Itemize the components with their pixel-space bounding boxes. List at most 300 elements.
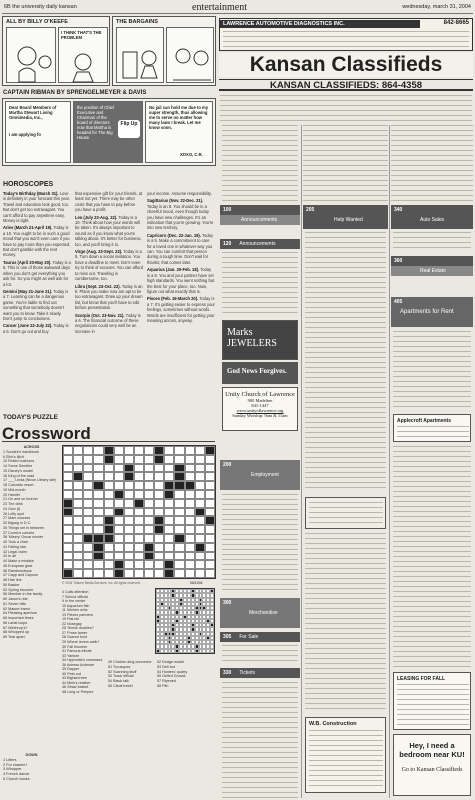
grid-cell — [63, 481, 73, 490]
kansan-classifieds-phone: KANSAN CLASSIFIEDS: 864-4358 — [219, 79, 473, 91]
horoscope-entry — [147, 198, 215, 230]
grid-cell — [144, 472, 154, 481]
leasing-title: LEASING FOR FALL — [397, 676, 446, 682]
grid-cell — [134, 490, 144, 499]
grid-cell — [104, 560, 114, 569]
grid-cell — [195, 481, 205, 490]
grid-cell — [114, 552, 124, 561]
section-200-employment[interactable]: 200 Employment — [220, 460, 300, 490]
grid-cell — [174, 560, 184, 569]
grid-cell — [114, 569, 124, 578]
grid-cell — [73, 455, 83, 464]
real-estate-label: Real Estate — [391, 266, 473, 276]
crossword-clue: 40 Peel-out — [62, 671, 81, 676]
horoscope-sign: Sagittarius (Nov. 22-Dec. 21). — [147, 198, 204, 204]
grid-cell — [83, 569, 93, 578]
grid-cell — [154, 525, 164, 534]
crossword-clue: 9 In the center — [62, 599, 86, 604]
grid-cell — [154, 455, 164, 464]
crossword-clue: 52 Dodge model — [157, 660, 185, 664]
horoscope-entry — [147, 233, 215, 265]
horoscope-entry — [3, 225, 71, 257]
crossword-clue: 60 Jason's ride — [3, 597, 28, 601]
grid-cell — [93, 525, 103, 534]
comic-panel — [5, 101, 71, 163]
crossword-clue: 38 'Misery' Oscar winner — [3, 535, 44, 540]
crossword-grid[interactable] — [62, 445, 216, 579]
grid-cell — [205, 569, 215, 578]
grid-cell — [114, 560, 124, 569]
horoscope-sign: Pisces (Feb. 19-March 20). — [147, 296, 200, 302]
crossword-clue: 24 Own (t) — [3, 506, 21, 511]
grid-cell — [195, 525, 205, 534]
classifieds-info-col — [222, 125, 298, 201]
crossword-clue: 23 The clink — [3, 502, 23, 506]
grid-cell — [154, 543, 164, 552]
horoscope-text: Today is a 5. Make a commitment to care for a loved one in whatever way you can. You can comfort that person during a tough time. Don't wait for thanks; that comes later. — [147, 232, 213, 265]
horoscope-column-3 — [147, 191, 215, 325]
crossword-clue: 55 Gelled Grossk — [157, 674, 186, 679]
grid-cell — [73, 490, 83, 499]
grid-cell — [134, 472, 144, 481]
section-120-announcements[interactable]: 120 Announcements — [220, 239, 300, 249]
comic-letter-text: the position of Chief Executive and Chairman of the board of directors now that Martha is headed for The Big House. — [77, 105, 115, 140]
crossword-clue: 17 ___ Linda (Nixon Library site) — [3, 478, 57, 483]
grid-cell — [93, 446, 103, 455]
grid-cell — [144, 508, 154, 517]
bedroom-near-ku-ad[interactable] — [393, 734, 471, 796]
section-340-auto-sales[interactable]: 340 Auto Sales — [391, 205, 473, 229]
crossword-clue: 65 Important times — [3, 616, 34, 620]
horoscope-entry — [3, 289, 71, 321]
section-330-tickets[interactable]: 330 Tickets — [220, 668, 300, 678]
grid-cell — [73, 508, 83, 517]
horoscope-sign: Scorpio (Oct. 23-Nov. 21). — [75, 312, 126, 318]
grid-cell — [124, 534, 134, 543]
crossword-clue: 6 Eliot's illicit — [3, 454, 24, 459]
grid-cell — [174, 543, 184, 552]
grid-cell — [93, 455, 103, 464]
crossword-clue: 50 Basker — [3, 582, 20, 587]
crossword-clue: 64 Pleasing aperture — [3, 611, 38, 616]
grid-cell — [114, 455, 124, 464]
grid-cell — [124, 499, 134, 508]
grid-cell — [73, 481, 83, 490]
grid-cell — [164, 508, 174, 517]
comic-letter-text-2: I am applying fo — [9, 132, 41, 137]
grid-cell — [174, 455, 184, 464]
grid-cell — [205, 516, 215, 525]
grid-cell — [114, 481, 124, 490]
grid-cell — [124, 543, 134, 552]
church-address: 900 Madeline — [247, 398, 273, 403]
church-url[interactable]: www.unityoflawrence.org — [236, 408, 284, 413]
grid-cell — [93, 560, 103, 569]
automotive-ad-phone: 842-8665 — [443, 20, 469, 26]
grid-cell — [134, 446, 144, 455]
grid-cell — [104, 543, 114, 552]
crossword-clue: 15 Disney's model — [3, 468, 34, 473]
horoscope-text: Love is definitely in your forecast this year. Travel and education look good, too. But don't get too extravagant. You can't afford to pay anywhere easy. Money is tight. — [3, 191, 70, 224]
grid-cell — [174, 525, 184, 534]
grid-cell — [185, 446, 195, 455]
section-405-apartments[interactable]: 405 Apartments for Rent — [391, 297, 473, 327]
grid-cell — [104, 455, 114, 464]
grid-cell — [114, 490, 124, 499]
grid-cell — [124, 490, 134, 499]
comic-panel — [73, 101, 143, 163]
comic-panel — [58, 27, 108, 83]
god-news-ad[interactable] — [222, 362, 298, 384]
horoscope-sign: Taurus (April 20-May 20). — [3, 259, 53, 265]
grid-cell — [83, 481, 93, 490]
grid-cell — [144, 455, 154, 464]
grid-cell — [93, 552, 103, 561]
comic-strip-2 — [112, 16, 216, 86]
grid-cell — [124, 464, 134, 473]
grid-cell — [174, 490, 184, 499]
grid-cell — [83, 534, 93, 543]
grid-cell — [195, 490, 205, 499]
grid-cell — [185, 455, 195, 464]
grid-cell — [63, 516, 73, 525]
grid-cell — [63, 455, 73, 464]
grid-cell — [63, 464, 73, 473]
comic-letter-text: No jail can hold me due to my super strength, thus allowing me to serve no matter how many laws I break. Let me know soon. — [149, 105, 209, 130]
crossword-clue: 54 Black talk — [108, 679, 129, 684]
grid-cell — [114, 499, 124, 508]
crossword-clue: 67 Winthrop's? — [3, 625, 28, 630]
grid-cell — [73, 543, 83, 552]
grid-cell — [83, 499, 93, 508]
grid-cell — [104, 499, 114, 508]
automotive-ad-body — [223, 31, 469, 49]
comic-signature: XOXO, C.R. — [180, 152, 203, 157]
auto-sales-text — [393, 232, 471, 252]
grid-cell — [93, 534, 103, 543]
horoscope-sign: Leo (July 23-Aug. 22). — [75, 214, 119, 220]
comic-speech-bubble: I THINK THAT'S THE PROBLEM — [61, 30, 102, 40]
comic-drawing-icon — [7, 28, 57, 84]
grid-cell — [205, 490, 215, 499]
crossword-clue: 21 On and on forever — [3, 497, 38, 502]
grid-cell — [83, 525, 93, 534]
down-clues — [3, 753, 60, 782]
grid-cell — [154, 464, 164, 473]
apartments-text — [393, 331, 471, 411]
crossword-clue: 53 Defi but — [157, 664, 175, 669]
horoscope-column-1 — [3, 191, 71, 336]
horoscope-entry — [3, 260, 71, 287]
grid-cell — [114, 508, 124, 517]
grid-cell — [154, 472, 164, 481]
crossword-clue: 58 Pith — [157, 683, 169, 688]
grid-cell — [134, 569, 144, 578]
grid-cell — [93, 464, 103, 473]
grid-cell — [83, 516, 93, 525]
automotive-ad[interactable] — [219, 18, 473, 51]
crossword-clue: 3 Whopper — [3, 767, 22, 772]
grid-cell — [174, 481, 184, 490]
grid-cell — [164, 569, 174, 578]
crossword-clue: 56 Member in the family — [3, 592, 43, 597]
grid-cell — [124, 552, 134, 561]
grid-cell — [63, 560, 73, 569]
crossword-clue: 51 Trousques — [108, 664, 131, 669]
grid-cell — [185, 560, 195, 569]
crossword-clue: 5 Church books — [3, 776, 30, 781]
crossword-clue: 13 Pieces partners — [62, 612, 93, 617]
crossword-clue: 43 In all — [3, 554, 16, 559]
grid-cell — [205, 472, 215, 481]
grid-cell — [83, 455, 93, 464]
across-clues-continued — [62, 590, 106, 695]
horoscope-text: Today is a 10. Think about how your words will be taken. It's always important to sound as if you know what you're talking about. It's better for business, too, and you'll bring it in. — [75, 214, 142, 247]
grid-cell — [154, 481, 164, 490]
grid-cell — [93, 490, 103, 499]
grid-cell — [205, 481, 215, 490]
comic-strip-2-title: THE BARGAINS — [116, 19, 158, 25]
classifieds-info-col — [303, 125, 388, 201]
grid-cell — [154, 560, 164, 569]
grid-cell — [104, 508, 114, 517]
comic-panel — [145, 101, 213, 163]
comic-strip-1 — [2, 16, 110, 86]
crossword-clue: 48 Hair line — [3, 578, 22, 582]
crossword-credit: © 2004 Tribune Media Services, Inc. All rights reserved. — [62, 581, 141, 585]
grid-cell — [83, 446, 93, 455]
grid-cell — [185, 516, 195, 525]
grid-cell — [154, 499, 164, 508]
crossword-clue: 22 Nosegay — [62, 621, 82, 626]
horoscope-sign: Today's Birthday (March 31). — [3, 191, 60, 196]
crossword-clue: 19 Mid-month — [3, 487, 26, 492]
grid-cell — [134, 464, 144, 473]
crossword-clue: 36 Actress Ardmore — [62, 662, 95, 667]
horoscope-entry — [147, 267, 215, 294]
column-divider — [389, 125, 390, 798]
grid-cell — [154, 490, 164, 499]
grid-cell — [185, 464, 195, 473]
grid-cell — [124, 455, 134, 464]
grid-cell — [144, 569, 154, 578]
help-wanted-ad-box[interactable] — [305, 497, 386, 529]
crossword-clue: 28 Scared food — [62, 635, 88, 640]
crossword-clue: 42 Legal claim — [3, 549, 27, 554]
crossword-clue: 32 Bigwig in D.C. — [3, 521, 32, 525]
horoscope-entry — [75, 313, 143, 335]
grid-cell — [144, 560, 154, 569]
grid-cell — [63, 446, 73, 455]
crossword-clue: 43 Bighted tree — [62, 676, 88, 681]
grid-cell — [114, 446, 124, 455]
grid-cell — [205, 552, 215, 561]
horoscope-entry — [75, 215, 143, 247]
grid-cell — [124, 569, 134, 578]
horoscope-entry — [75, 284, 143, 311]
crossword-clue: 40 Took a chair — [3, 540, 28, 544]
horoscope-sign: Aquarius (Jan. 20-Feb. 18). — [147, 267, 201, 273]
grid-cell — [93, 569, 103, 578]
grid-cell — [174, 446, 184, 455]
unity-church-ad[interactable] — [222, 387, 298, 431]
grid-cell — [144, 490, 154, 499]
grid-cell — [83, 490, 93, 499]
horoscope-text: Today is a 6. Don't go out and buy — [3, 323, 69, 334]
grid-cell — [73, 534, 83, 543]
grid-cell — [174, 516, 184, 525]
horoscope-text: Today is a 5. Turn down a social invitation. You have a deadline to meet. Don't even try to think of excuses. You can afford to miss out. Traveling is cumbersome, too. — [75, 249, 143, 282]
comic-panel — [166, 27, 214, 83]
grid-cell — [195, 560, 205, 569]
grid-cell — [185, 525, 195, 534]
crossword-clue: 1 Litters — [3, 757, 17, 762]
grid-cell — [154, 446, 164, 455]
crossword-clue: 30 Fall bloomer — [62, 644, 88, 649]
section-205-help-wanted[interactable]: 205 Help Wanted — [303, 205, 388, 229]
crossword-clue: 68 Whopped up — [3, 630, 30, 635]
section-300-merchandise[interactable]: 300 Merchandise — [220, 598, 300, 628]
grid-cell — [124, 525, 134, 534]
crossword-title: Crossword — [2, 424, 215, 442]
grid-cell — [174, 508, 184, 517]
grid-cell — [104, 569, 114, 578]
grid-cell — [63, 569, 73, 578]
crossword-clue: 27 Prose tamer — [62, 630, 88, 635]
flip-up-label: Flip Up — [120, 121, 138, 127]
grid-cell — [164, 455, 174, 464]
grid-cell — [73, 464, 83, 473]
crossword-clue: 55 Clinal trebel — [108, 683, 133, 688]
crossword-clue: 39 Dapper — [62, 667, 80, 672]
crossword-clue: 62 Mature insect — [3, 606, 31, 611]
horoscope-text: Today is a 7. Learning can be a dangerous game. You're liable to find out something that somebody doesn't want you to know. Take it slowly. Don't jump to conclusions. — [3, 288, 69, 321]
column-divider — [301, 125, 302, 798]
grid-cell — [63, 525, 73, 534]
grid-cell — [195, 552, 205, 561]
crossword-clue: 29 Where levers walk? — [62, 640, 100, 645]
across-clues — [3, 445, 60, 640]
help-wanted-text-2 — [305, 533, 386, 713]
grid-cell — [185, 481, 195, 490]
grid-cell — [185, 472, 195, 481]
grid-cell — [124, 508, 134, 517]
grid-cell — [124, 516, 134, 525]
horoscope-text: Today is a 6. The financial outcome of these negotiations could very well be an increase in — [75, 312, 141, 334]
grid-cell — [93, 499, 103, 508]
header-section: entertainment — [192, 2, 247, 13]
horoscope-sign: Libra (Sept. 23-Oct. 22). — [75, 283, 122, 289]
header-date: wednesday, march 31, 2004 — [402, 4, 471, 10]
crossword-clue: 27 Mam courses — [3, 516, 31, 521]
grid-cell — [195, 499, 205, 508]
kansan-classifieds-link[interactable]: Go to Kansan Classifieds — [401, 767, 463, 773]
grid-cell — [93, 516, 103, 525]
down-clues-2 — [108, 660, 154, 689]
down-clues-3 — [157, 660, 215, 689]
grid-cell — [144, 552, 154, 561]
crossword-clue: 46 Rambunctious — [3, 568, 32, 573]
leasing-ad[interactable] — [393, 672, 471, 730]
horoscope-sign: Virgo (Aug. 23-Sept. 22). — [75, 249, 124, 255]
employment-text — [222, 494, 298, 594]
section-305-for-sale[interactable]: 305 For Sale — [220, 632, 300, 642]
grid-cell — [83, 508, 93, 517]
grid-cell — [93, 481, 103, 490]
crossword-clue: 53 Spring bloomer — [3, 587, 34, 592]
grid-cell — [114, 534, 124, 543]
crossword-clue: 34 Hypnotist's command — [62, 658, 103, 663]
grid-cell — [104, 481, 114, 490]
section-100-announcements[interactable]: 100 — [220, 205, 300, 215]
horoscope-sign: Gemini (May 21-June 21). — [3, 288, 54, 294]
grid-cell — [63, 552, 73, 561]
crossword-clue: 47 Capp and Capone — [3, 573, 39, 578]
church-name: Unity Church of Lawrence — [225, 391, 295, 398]
grid-cell — [63, 499, 73, 508]
applecroft-text — [397, 426, 469, 440]
grid-cell — [195, 464, 205, 473]
captain-ribman-title: CAPTAIN RIBMAN BY SPRENGELMEYER & DAVIS — [3, 90, 147, 96]
crossword-clue: 61 Seven hills — [3, 601, 26, 606]
applecroft-ad[interactable] — [393, 414, 471, 442]
crossword-clue: 44 Mink's relative — [62, 680, 91, 685]
grid-cell — [185, 508, 195, 517]
grid-cell — [114, 516, 124, 525]
grid-cell — [144, 499, 154, 508]
grid-cell — [73, 446, 83, 455]
grid-cell — [144, 464, 154, 473]
crossword-clue: 4 Calls attention — [62, 590, 89, 594]
grid-cell — [73, 552, 83, 561]
horoscope-text: Today is a 7. It's getting easier to express your feelings, sometimes without words. Words are insufficient for getting your meaning across, anyway. — [147, 296, 215, 323]
grid-cell — [83, 560, 93, 569]
grid-cell — [73, 569, 83, 578]
grid-cell — [185, 499, 195, 508]
grid-cell — [185, 534, 195, 543]
grid-cell — [195, 516, 205, 525]
grid-cell — [124, 481, 134, 490]
marks-jewelers-ad[interactable] — [222, 320, 298, 360]
grid-cell — [114, 472, 124, 481]
grid-cell — [104, 490, 114, 499]
help-wanted-text — [305, 232, 386, 492]
horoscope-text: Today is an 8. Plans you make now are apt to be too extravagant. Draw up your dream list, but know that you'll have to edit before presentation. — [75, 283, 143, 311]
grid-cell — [93, 508, 103, 517]
horoscope-text: Today is an 8. You should be in a cheerful mood, even though today you have new challenges. It's an indication that you're growing. You're into new territory. — [147, 203, 214, 231]
grid-cell — [144, 534, 154, 543]
grid-cell — [63, 534, 73, 543]
grid-cell — [174, 552, 184, 561]
grid-cell — [63, 543, 73, 552]
section-360-real-estate[interactable]: 360 — [391, 256, 473, 266]
grid-cell — [195, 455, 205, 464]
grid-cell — [195, 472, 205, 481]
crossword-clue: 53 Track official — [108, 674, 134, 679]
grid-cell — [104, 464, 114, 473]
horoscope-entry — [147, 296, 215, 323]
crossword-clue: 10 Rolled cushions — [3, 459, 35, 464]
grid-cell — [164, 446, 174, 455]
horoscope-entry — [75, 191, 143, 213]
grid-cell — [205, 446, 215, 455]
horoscope-text: that expensive gift for your friends, at least not yet. There may be other costs that you have to pay before you have a profit. — [75, 191, 143, 213]
horoscope-entry — [75, 249, 143, 281]
grid-cell — [63, 508, 73, 517]
wb-construction-ad[interactable] — [305, 717, 386, 793]
grid-cell — [144, 516, 154, 525]
crossword-date: 03/31/04 — [190, 581, 203, 585]
